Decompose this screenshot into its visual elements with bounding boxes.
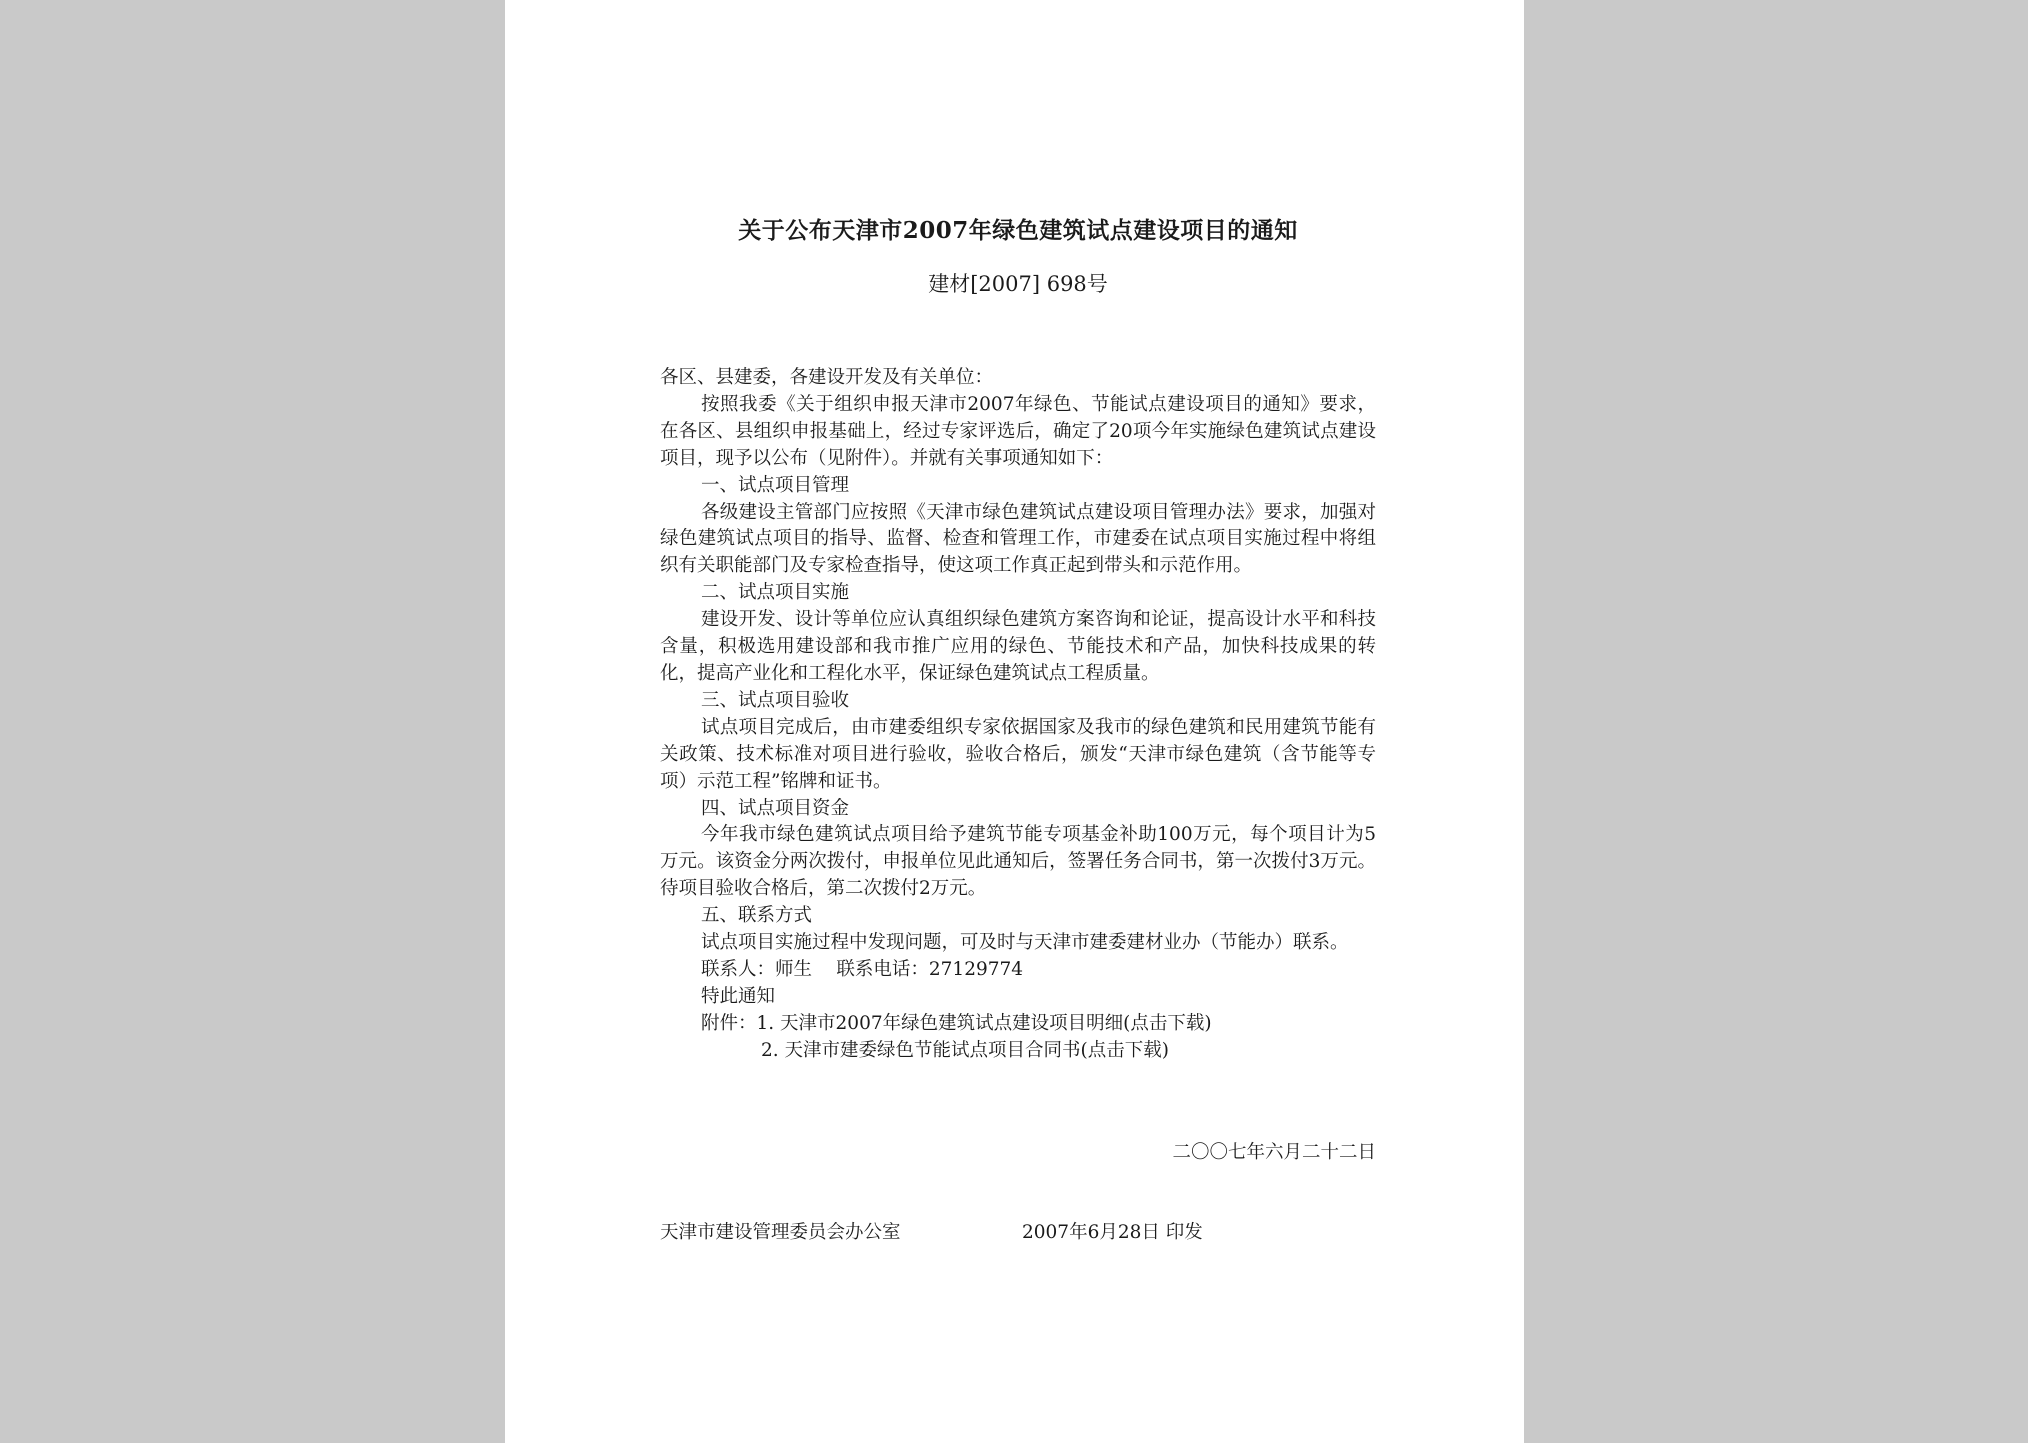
- document-body: [660, 365, 1376, 1065]
- section-text-2: 建设开发、设计等单位应认真组织绿色建筑方案咨询和论证，提高设计水平和科技含量，积极选用建设部和我市推广应用的绿色、节能技术和产品，加快科技成果的转化，提高产业化和工程化水平，保证绿色建筑试点工程质量。: [660, 609, 1376, 684]
- section-heading-1: 一、试点项目管理: [701, 474, 850, 496]
- section-text-3: 试点项目完成后，由市建委组织专家依据国家及我市的绿色建筑和民用建筑节能有关政策、技术标准对项目进行验收，验收合格后，颁发“天津市绿色建筑（含节能等专项）示范工程”铭牌和证书。: [660, 716, 1376, 792]
- section-text-5: 试点项目实施过程中发现问题，可及时与天津市建委建材业办（节能办）联系。: [701, 932, 1349, 954]
- attachment-link-2[interactable]: 2. 天津市建委绿色节能试点项目合同书(点击下载): [761, 1039, 1169, 1061]
- closing-line: 特此通知: [701, 985, 776, 1007]
- footer-organization: 天津市建设管理委员会办公室: [660, 1222, 901, 1243]
- section-heading-4: 四、试点项目资金: [701, 797, 850, 819]
- document-page: [505, 0, 1524, 1443]
- footer-print-date: 2007年6月28日 印发: [1022, 1222, 1203, 1243]
- section-heading-2: 二、试点项目实施: [701, 582, 850, 604]
- document-number: 建材[2007] 698号: [928, 272, 1108, 296]
- attachment-link-1[interactable]: 附件：1. 天津市2007年绿色建筑试点建设项目明细(点击下载): [701, 1012, 1212, 1034]
- section-heading-5: 五、联系方式: [701, 905, 813, 927]
- document-title: 关于公布天津市2007年绿色建筑试点建设项目的通知: [738, 217, 1298, 244]
- issue-date: 二〇〇七年六月二十二日: [1172, 1142, 1376, 1163]
- salutation: 各区、县建委，各建设开发及有关单位：: [660, 367, 994, 388]
- section-heading-3: 三、试点项目验收: [701, 689, 850, 711]
- section-text-1: 各级建设主管部门应按照《天津市绿色建筑试点建设项目管理办法》要求，加强对绿色建筑试点项目的指导、监督、检查和管理工作，市建委在试点项目实施过程中将组织有关职能部门及专家检查指导，使这项工作真正起到带头和示范作用。: [660, 501, 1376, 577]
- section-text-4: 今年我市绿色建筑试点项目给予建筑节能专项基金补助100万元，每个项目计为5万元。该资金分两次拨付，申报单位见此通知后，签署任务合同书，第一次拨付3万元。待项目验收合格后，第二次拨付2万元。: [660, 824, 1376, 900]
- intro-paragraph: 按照我委《关于组织申报天津市2007年绿色、节能试点建设项目的通知》要求，在各区、县组织申报基础上，经过专家评选后，确定了20项今年实施绿色建筑试点建设项目，现予以公布（见附件）。并就有关事项通知如下：: [660, 393, 1376, 469]
- contact-line: 联系人：师生 联系电话：27129774: [701, 958, 1024, 980]
